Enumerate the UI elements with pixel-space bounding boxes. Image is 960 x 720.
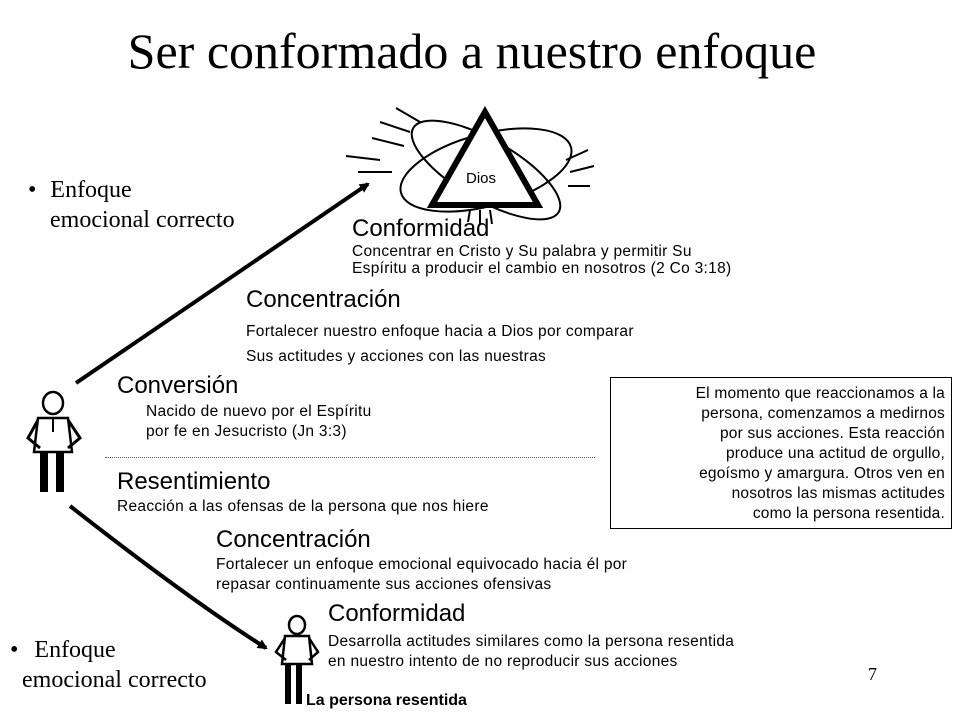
bullet-bottom — [10, 636, 116, 664]
dotted-divider — [105, 457, 595, 458]
upper-conformidad-line1: Concentrar en Cristo y Su palabra y permitir Su — [352, 243, 692, 260]
explanation-line: El momento que reaccionamos a la — [695, 385, 945, 402]
lower-conformidad-line1: Desarrolla actitudes similares como la persona resentida — [328, 633, 735, 650]
upper-conformidad-heading: Conformidad — [352, 215, 490, 242]
bullet-bottom-line2: emocional correcto — [22, 667, 207, 693]
bullet-dot: • — [10, 637, 19, 663]
lower-concentracion-line2: repasar continuamente sus acciones ofensivas — [216, 576, 552, 593]
upper-concentracion-line2: Sus actitudes y acciones con las nuestras — [246, 348, 547, 365]
resented-person-label: La persona resentida — [306, 692, 467, 709]
conversion-line2: por fe en Jesucristo (Jn 3:3) — [146, 423, 347, 440]
lower-concentracion-heading: Concentración — [216, 526, 371, 553]
lower-conformidad-line2: en nuestro intento de no reproducir sus acciones — [328, 653, 678, 670]
explanation-line: nosotros las mismas actitudes — [731, 485, 945, 502]
bullet-top — [28, 176, 132, 204]
resentimiento-heading: Resentimiento — [117, 468, 271, 495]
explanation-box — [610, 377, 952, 529]
explanation-line: egoísmo y amargura. Otros ven en — [699, 465, 945, 482]
lower-conformidad-heading: Conformidad — [328, 600, 466, 627]
slide-number: 7 — [868, 664, 877, 684]
conversion-heading: Conversión — [117, 372, 239, 399]
conversion-line1: Nacido de nuevo por el Espíritu — [146, 403, 372, 420]
explanation-line: por sus acciones. Esta reacción — [719, 425, 945, 442]
resentimiento-line1: Reacción a las ofensas de la persona que nos hiere — [117, 498, 489, 515]
upper-concentracion-heading: Concentración — [246, 286, 401, 313]
explanation-line: produce una actitud de orgullo, — [725, 445, 945, 462]
bullet-top-line1: Enfoque — [50, 177, 132, 203]
resented-person-icon — [276, 616, 318, 704]
bullet-bottom-line1: Enfoque — [34, 637, 116, 663]
upper-conformidad-line2: Espíritu a producir el cambio en nosotros (2 Co 3:18) — [352, 260, 732, 277]
explanation-line: como la persona resentida. — [752, 505, 945, 522]
bullet-top-line2: emocional correcto — [50, 207, 235, 233]
bullet-dot: • — [28, 177, 37, 203]
explanation-line: persona, comenzamos a medirnos — [701, 405, 945, 422]
lower-concentracion-line1: Fortalecer un enfoque emocional equivocado hacia él por — [216, 556, 628, 573]
god-label: Dios — [466, 170, 497, 187]
person-figure-icon — [28, 392, 80, 492]
slide-title: Ser conformado a nuestro enfoque — [127, 23, 817, 79]
upper-concentracion-line1: Fortalecer nuestro enfoque hacia a Dios por comparar — [246, 323, 634, 340]
